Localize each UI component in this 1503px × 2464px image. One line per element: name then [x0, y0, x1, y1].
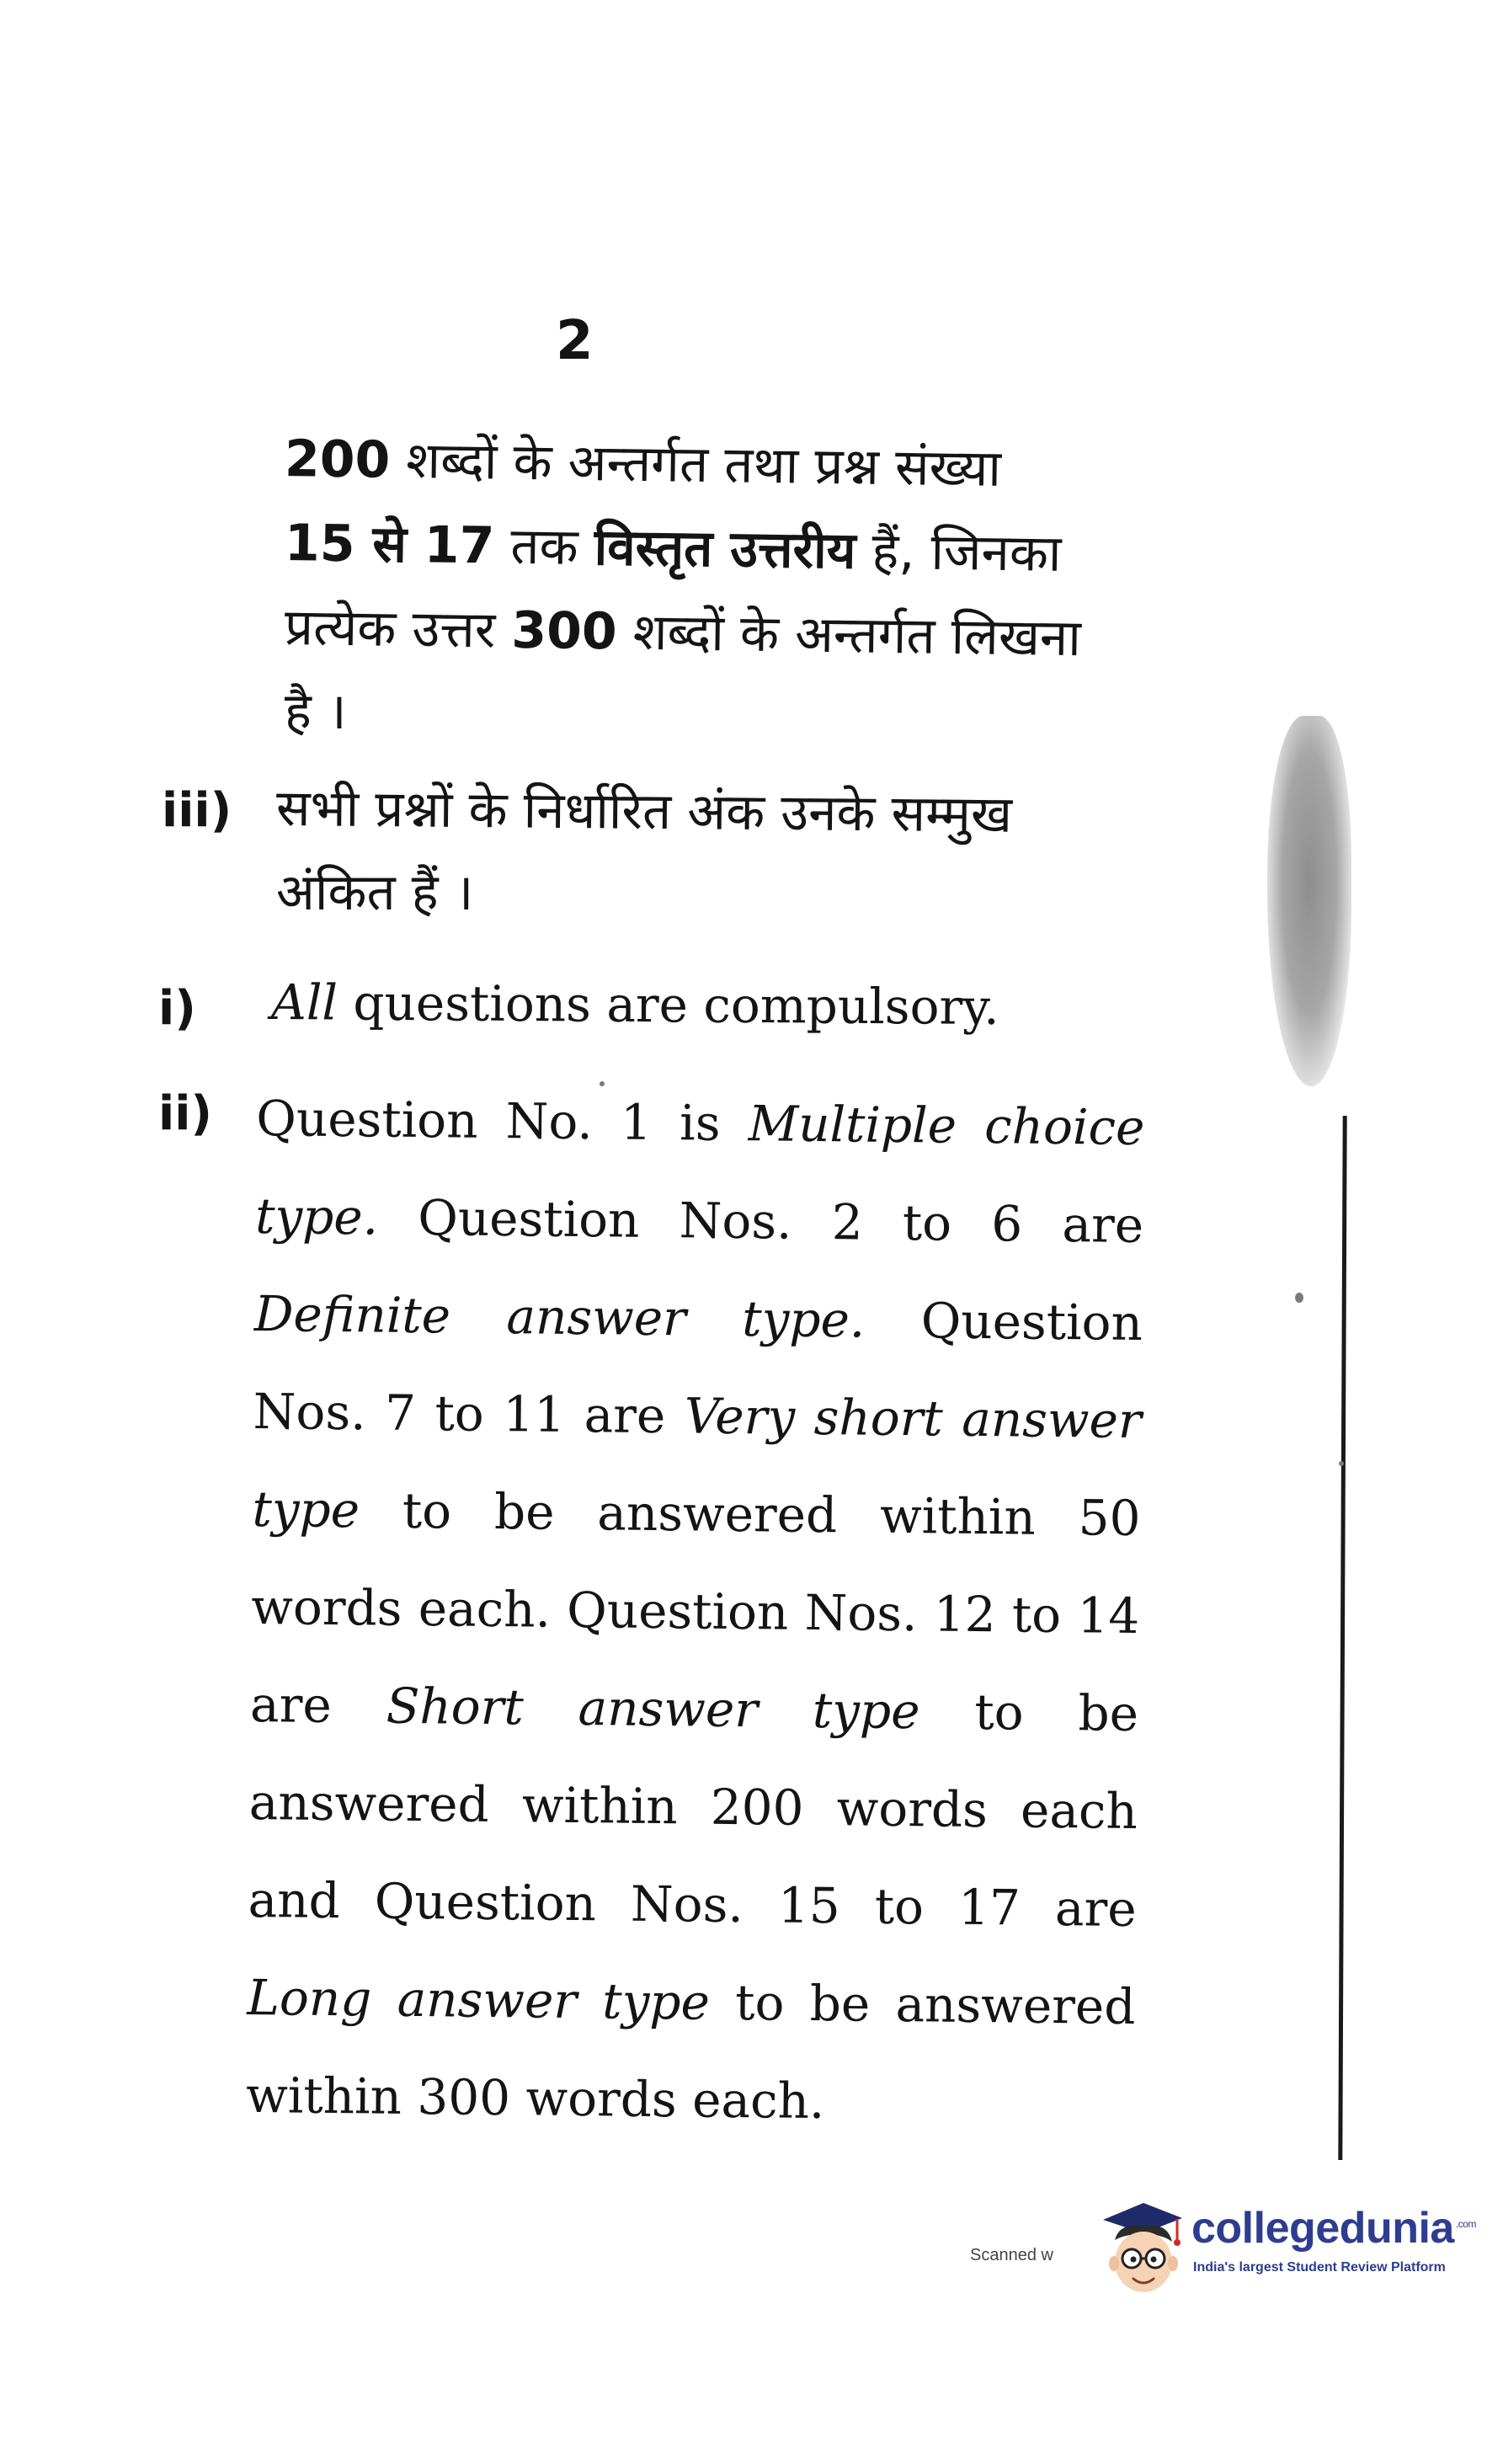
hindi-item-iii [276, 766, 1169, 935]
item-marker-iii: iii) [162, 783, 232, 838]
hindi-text: शब्दों के अन्तर्गत लिखना [616, 602, 1082, 669]
item-marker-i: i) [158, 981, 196, 1036]
type-definite-answer: Definite answer type. [253, 1284, 866, 1349]
long-answer-label-hindi: विस्तृत उत्तरीय [594, 518, 856, 581]
scan-smudge [1267, 716, 1351, 1086]
type-very-short-answer: Very short answer type [252, 1387, 1143, 1539]
english-text: Question No. 1 is [256, 1089, 749, 1153]
hindi-item-iii-line-2: अंकित हैं । [276, 863, 474, 922]
hindi-text: तक [493, 516, 595, 578]
logo-tagline: India's largest Student Review Platform [1193, 2260, 1446, 2275]
english-item-ii [246, 1069, 1145, 2153]
hindi-line-4: है । [285, 682, 347, 741]
english-text: to be answered within 200 words each and Question Nos. 15 to 17 are [248, 1683, 1139, 1938]
type-multiple-choice: Multiple choice type. [254, 1095, 1145, 1246]
hindi-line-3 [284, 585, 1177, 682]
collegedunia-logo [1095, 2196, 1476, 2306]
question-range-start: 15 [284, 514, 355, 574]
scan-margin-line [1338, 1116, 1346, 2160]
hindi-text: प्रत्येक उत्तर [284, 598, 512, 660]
logo-wordmark [1191, 2203, 1476, 2253]
hindi-line-1 [284, 417, 1177, 514]
scanned-with-text: Scanned w [970, 2246, 1053, 2264]
hindi-text: हैं, जिनका [855, 521, 1062, 584]
scan-speck [1339, 1461, 1344, 1466]
hindi-line-2 [284, 501, 1177, 598]
hindi-connector: से [354, 515, 425, 575]
english-text: Question Nos. 2 to 6 are [377, 1188, 1144, 1255]
item-marker-ii: ii) [158, 1086, 212, 1141]
question-range-end: 17 [424, 515, 495, 576]
english-text: questions are compulsory. [337, 973, 999, 1037]
english-item-i [271, 968, 1181, 1043]
logo-suffix: .com [1455, 2217, 1476, 2230]
english-text: Question Nos. 7 to 11 are [253, 1291, 1143, 1445]
word-count-300: 300 [510, 600, 618, 662]
scan-speck [1295, 1293, 1303, 1303]
word-count-200: 200 [284, 429, 391, 490]
emphasis-all: All [270, 973, 338, 1032]
english-text: to be answered within 300 words each. [245, 1973, 1136, 2131]
hindi-item-iii-line-1: सभी प्रश्नों के निर्धारित अंक उनके सम्मुख [275, 779, 1013, 845]
student-mascot-icon [1095, 2196, 1187, 2306]
logo-name: collegedunia [1191, 2204, 1454, 2253]
hindi-instruction-continuation [285, 417, 1177, 754]
english-text: to be answered within 50 words each. Question Nos. 12 to 14 are [249, 1481, 1141, 1735]
type-long-answer: Long answer type [247, 1968, 711, 2031]
page-number: 2 [556, 310, 594, 372]
hindi-text: शब्दों के अन्तर्गत तथा प्रश्न संख्या [389, 430, 1002, 499]
scan-speck [600, 1081, 605, 1086]
type-short-answer: Short answer type [386, 1677, 920, 1741]
